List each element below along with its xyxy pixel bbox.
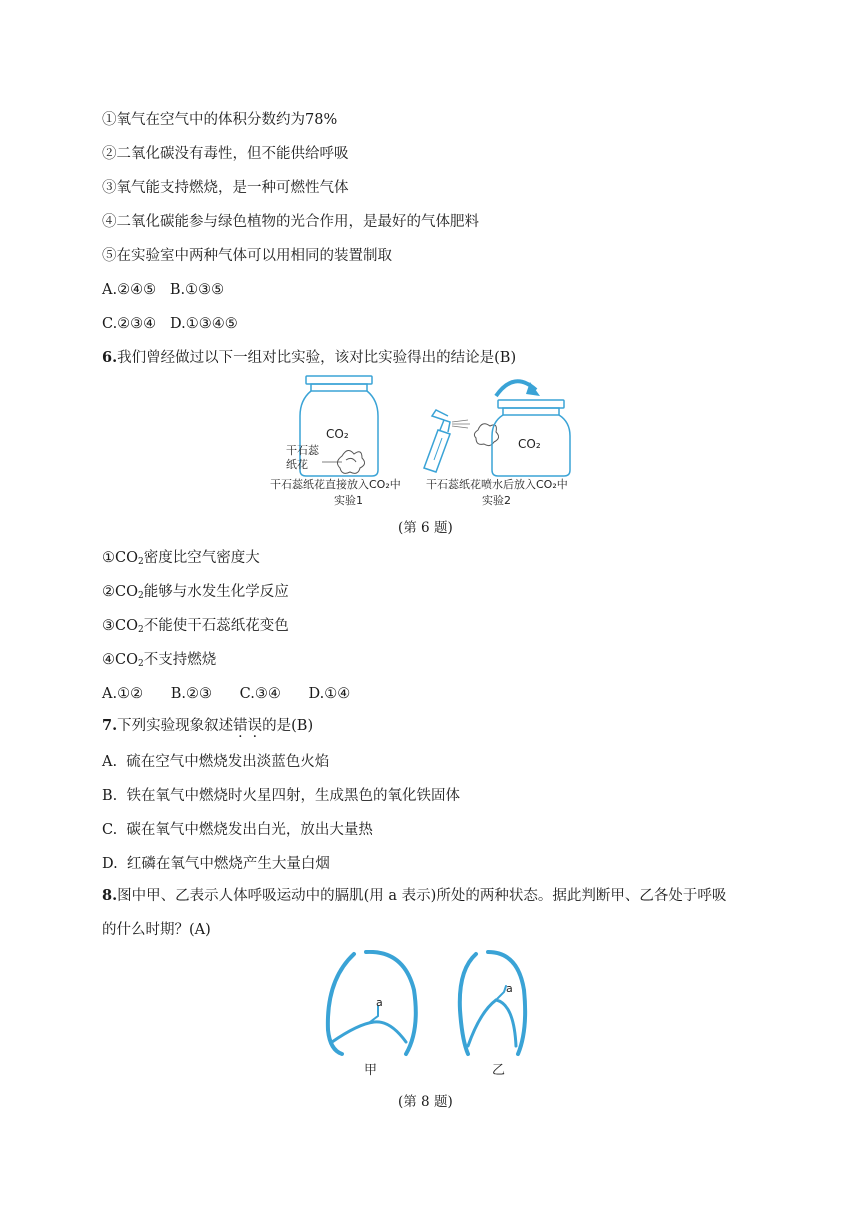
q7-option-d: D. 红磷在氧气中燃烧产生大量白烟 [102,856,330,872]
spray-mist-icon [452,420,470,428]
q6-s3-post: 不能使干石蕊纸花变色 [143,618,289,634]
q6-statement-4 [102,650,216,674]
q5-statement-1: ①氧气在空气中的体积分数约为78% [102,112,338,128]
q6-figure [264,372,594,512]
q6-stem [102,348,516,368]
q8-label-a1: a [376,996,383,1009]
q7-stem-pre: 下列实验现象叙述 [117,718,234,734]
q6-exp2-desc: 干石蕊纸花喷水后放入CO₂中 [426,478,568,491]
q6-options: A.①② B.②③ C.③④ D.①④ [102,686,351,702]
q8-figure [318,950,538,1080]
thorax-yi-icon [460,952,525,1054]
q5-statement-4: ④二氧化碳能参与绿色植物的光合作用，是最好的气体肥料 [102,214,479,230]
q6-co2-label-a: CO₂ [326,427,349,441]
q8-stem-line-2: 的什么时期？(A) [102,922,211,938]
q8-number: 8. [102,887,118,904]
q8-caption: (第 8 题) [398,1094,453,1110]
q6-caption: (第 6 题) [398,520,453,536]
q6-s2-sub: 2 [137,591,144,601]
q6-statement-2 [102,582,289,606]
q7-option-a: A. 硫在空气中燃烧发出淡蓝色火焰 [102,754,330,770]
litmus-flower-2-icon [474,424,498,446]
q8-label-a2: a [506,982,513,995]
q6-s1-sub: 2 [137,557,144,567]
q7-emphasis-1: 错 [233,718,248,734]
q5-options-cd: C.②③④ D.①③④⑤ [102,316,238,332]
spray-bottle-icon [424,410,450,472]
jar-1-icon [300,376,378,476]
q5-statement-2: ②二氧化碳没有毒性，但不能供给呼吸 [102,146,349,162]
q6-co2-label-b: CO₂ [518,437,541,451]
q7-stem-post: 的是(B) [262,718,314,734]
q6-statement-1 [102,548,260,572]
q6-exp2-name: 实验2 [482,494,511,507]
q7-emphasis-2: 误 [247,718,263,734]
thorax-jia-icon [328,952,416,1054]
q6-s2-pre: ②CO [102,584,138,600]
q6-exp1-desc: 干石蕊纸花直接放入CO₂中 [270,478,401,491]
q7-stem [102,716,313,736]
q6-statement-3 [102,616,289,640]
q6-number: 6. [102,349,118,366]
q6-s4-pre: ④CO [102,652,138,668]
q5-statement-5: ⑤在实验室中两种气体可以用相同的装置制取 [102,248,392,264]
q8-label-jia: 甲 [364,1063,378,1078]
q8-stem-text-1: 图中甲、乙表示人体呼吸运动中的膈肌(用 a 表示)所处的两种状态。据此判断甲、乙各处于呼吸 [117,888,727,904]
q6-flower-label-2: 纸花 [286,458,308,471]
q6-s1-post: 密度比空气密度大 [143,550,260,566]
q7-option-c: C. 碳在氧气中燃烧发出白光，放出大量热 [102,822,373,838]
q6-s2-post: 能够与水发生化学反应 [143,584,289,600]
q6-s1-pre: ①CO [102,550,138,566]
q6-exp1-name: 实验1 [334,494,363,507]
q7-option-b: B. 铁在氧气中燃烧时火星四射，生成黑色的氧化铁固体 [102,788,460,804]
q6-flower-label-1: 干石蕊 [286,444,319,457]
q8-stem-line-1 [102,886,726,906]
q8-label-yi: 乙 [492,1063,506,1078]
q6-s3-sub: 2 [137,625,144,635]
q5-statement-3: ③氧气能支持燃烧，是一种可燃性气体 [102,180,349,196]
q6-s3-pre: ③CO [102,618,138,634]
q5-options-ab: A.②④⑤ B.①③⑤ [102,282,225,298]
q7-number: 7. [102,717,118,734]
q6-s4-sub: 2 [137,659,144,669]
q6-stem-text: 我们曾经做过以下一组对比实验，该对比实验得出的结论是(B) [117,350,517,366]
q6-s4-post: 不支持燃烧 [143,652,217,668]
